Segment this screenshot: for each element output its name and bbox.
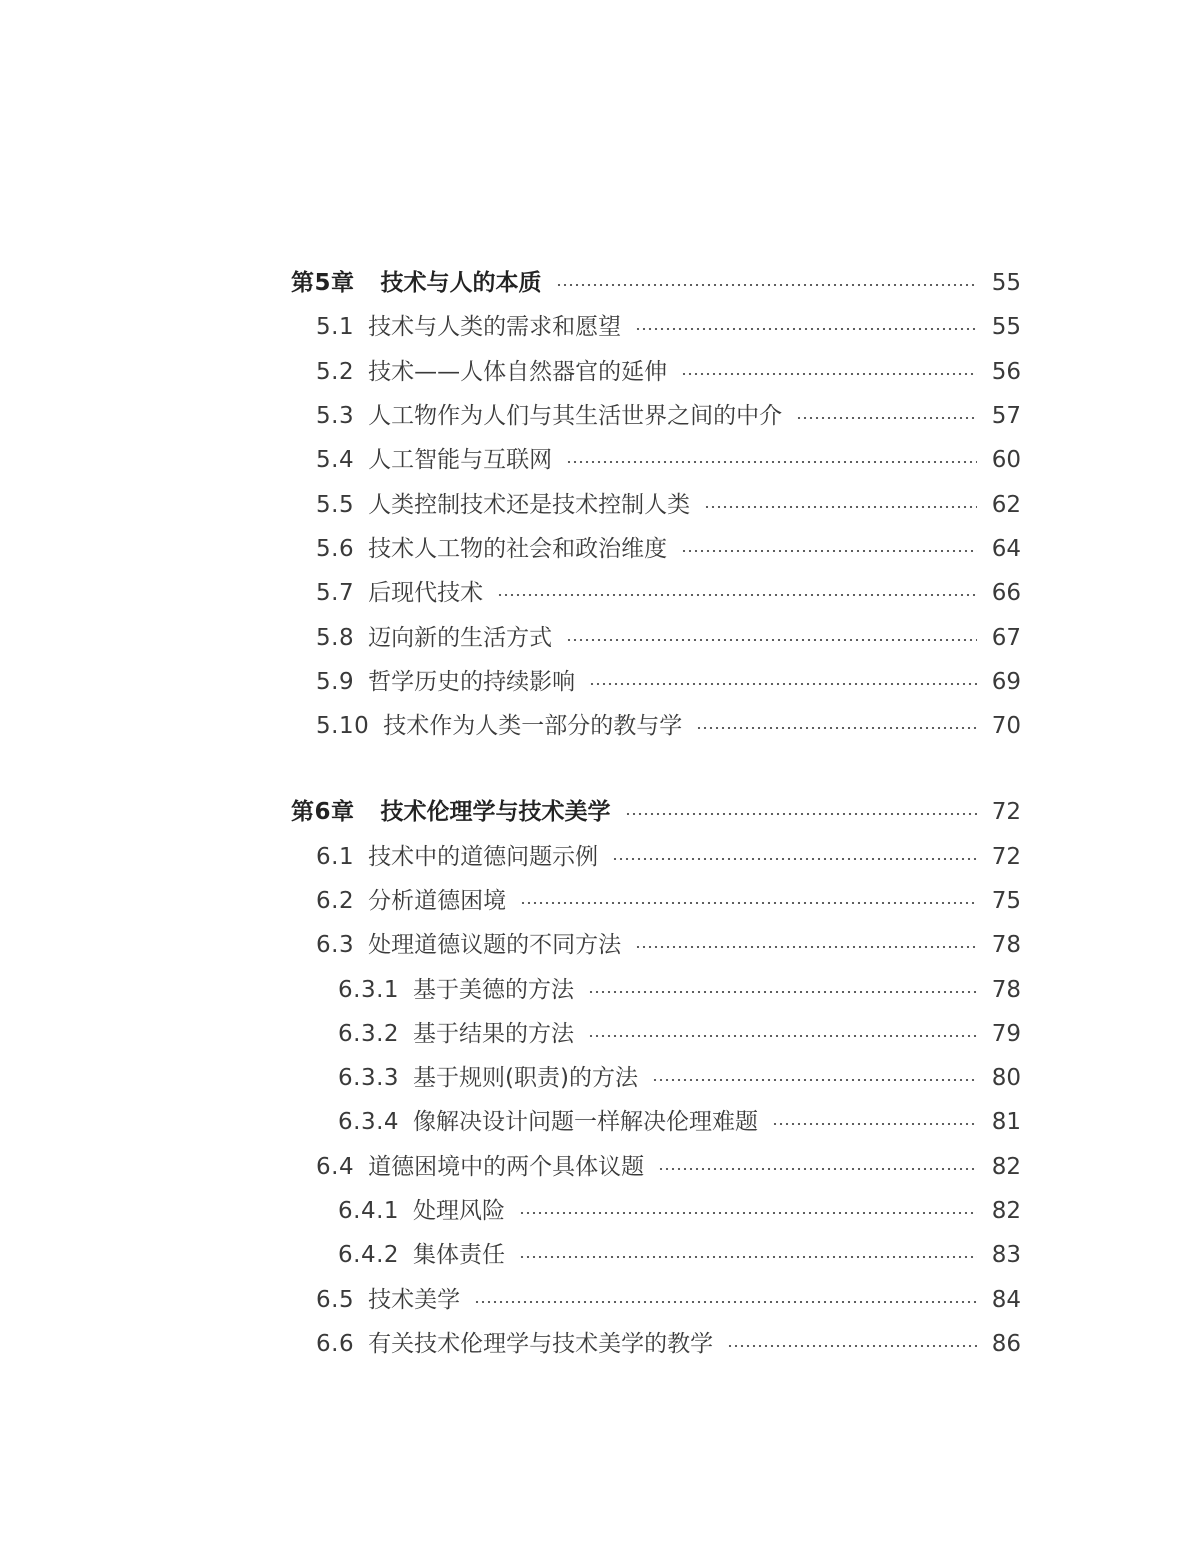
section-title: 技术作为人类一部分的教与学 [383,713,683,740]
subsection-title: 基于规则(职责)的方法 [413,1065,638,1092]
toc-chapter-heading[interactable] [291,261,1021,305]
dot-leader [556,284,977,286]
subsection-number: 6.3.4 [338,1109,400,1136]
dot-leader [497,594,977,596]
section-number: 5.6 [316,535,355,562]
section-title: 技术人工物的社会和政治维度 [368,535,668,562]
dot-leader [520,902,977,904]
section-number: 6.2 [316,888,355,914]
dot-leader [474,1301,977,1303]
toc-entry[interactable] [291,1145,1021,1189]
chapter-5 [291,261,1021,748]
page-number: 62 [991,491,1021,518]
page-number: 56 [991,358,1021,385]
page-number: 81 [991,1109,1021,1136]
dot-leader [566,639,977,641]
section-title: 哲学历史的持续影响 [368,668,576,695]
toc-entry[interactable] [291,1278,1021,1322]
dot-leader [566,461,977,463]
section-number: 5.10 [316,713,370,740]
dot-leader [796,417,977,419]
subsection-title: 基于结果的方法 [413,1020,575,1047]
dot-leader [635,946,977,948]
page-number: 64 [991,535,1021,562]
subsection-number: 6.4.1 [338,1198,400,1225]
section-title: 有关技术伦理学与技术美学的教学 [368,1330,714,1357]
dot-leader [519,1212,977,1214]
section-title: 技术美学 [368,1286,461,1313]
subsection-number: 6.3.2 [338,1020,400,1047]
section-title: 道德困境中的两个具体议题 [368,1153,645,1180]
section-title: 后现代技术 [368,580,484,607]
dot-leader [681,373,977,375]
toc-entry[interactable] [291,835,1021,879]
dot-leader [612,858,977,860]
chapter-number: 第6章 [291,799,355,826]
dot-leader [589,683,977,685]
dot-leader [681,550,977,552]
chapter-title: 技术与人的本质 [380,270,542,297]
section-number: 5.3 [316,403,355,430]
toc-entry[interactable] [291,660,1021,704]
toc-entry[interactable] [291,438,1021,482]
dot-leader [652,1079,977,1081]
section-number: 6.6 [316,1330,355,1357]
section-title: 人工物作为人们与其生活世界之间的中介 [368,403,783,430]
subsection-number: 6.4.2 [338,1242,400,1269]
toc-subentry[interactable] [291,1233,1021,1277]
page-number: 69 [991,668,1021,695]
section-number: 6.3 [316,932,355,959]
section-number: 5.4 [316,447,355,474]
toc-entry[interactable] [291,1322,1021,1366]
dot-leader [658,1168,977,1170]
dot-leader [519,1256,977,1258]
section-title: 处理道德议题的不同方法 [368,932,622,959]
dot-leader [727,1345,977,1347]
section-title: 技术——人体自然器官的延伸 [368,358,668,385]
subsection-title: 处理风险 [413,1198,506,1225]
dot-leader [772,1123,977,1125]
section-number: 6.5 [316,1286,355,1313]
section-title: 人工智能与互联网 [368,447,553,474]
toc-subentry[interactable] [291,1056,1021,1100]
page-number: 82 [991,1198,1021,1225]
toc-entry[interactable] [291,527,1021,571]
dot-leader [704,506,977,508]
page-number: 57 [991,403,1021,430]
page-number: 67 [991,624,1021,651]
toc-entry[interactable] [291,350,1021,394]
section-title: 人类控制技术还是技术控制人类 [368,491,691,518]
dot-leader [588,991,977,993]
section-title: 技术中的道德问题示例 [368,843,599,870]
toc-entry[interactable] [291,482,1021,526]
toc-entry[interactable] [291,571,1021,615]
section-number: 5.7 [316,580,355,607]
page-number: 55 [991,270,1021,297]
subsection-number: 6.3.3 [338,1065,400,1092]
page-number: 80 [991,1065,1021,1092]
section-number: 6.1 [316,843,355,870]
subsection-number: 6.3.1 [338,976,400,1003]
toc-entry[interactable] [291,704,1021,748]
section-title: 迈向新的生活方式 [368,624,553,651]
page-number: 83 [991,1242,1021,1269]
page-number: 86 [991,1330,1021,1357]
page-number: 75 [991,888,1021,914]
toc-entry[interactable] [291,615,1021,659]
section-number: 5.8 [316,624,355,651]
section-number: 5.1 [316,314,355,341]
dot-leader [635,328,977,330]
section-title: 分析道德困境 [368,888,507,914]
toc-entry[interactable] [291,305,1021,349]
toc-subentry[interactable] [291,967,1021,1011]
page-number: 82 [991,1153,1021,1180]
toc-subentry[interactable] [291,1100,1021,1144]
chapter-number: 第5章 [291,270,355,297]
subsection-title: 像解决设计问题一样解决伦理难题 [413,1109,759,1136]
dot-leader [696,727,977,729]
section-number: 6.4 [316,1153,355,1180]
section-number: 5.5 [316,491,355,518]
toc-subentry[interactable] [291,1012,1021,1056]
toc-entry[interactable] [291,394,1021,438]
page-number: 78 [991,932,1021,959]
page-number: 79 [991,1020,1021,1047]
page-number: 60 [991,447,1021,474]
page-number: 72 [991,843,1021,870]
toc-entry[interactable] [291,923,1021,967]
dot-leader [588,1035,977,1037]
toc-chapter-heading[interactable] [291,790,1021,834]
chapter-title: 技术伦理学与技术美学 [380,799,611,826]
section-number: 5.2 [316,358,355,385]
dot-leader [625,813,977,815]
section-title: 技术与人类的需求和愿望 [368,314,622,341]
page-number: 78 [991,976,1021,1003]
subsection-title: 基于美德的方法 [413,976,575,1003]
toc-entry[interactable] [291,879,1021,923]
page-number: 84 [991,1286,1021,1313]
table-of-contents [291,261,1021,1408]
section-number: 5.9 [316,668,355,695]
page-number: 66 [991,580,1021,607]
chapter-6 [291,790,1021,1366]
subsection-title: 集体责任 [413,1242,506,1269]
toc-subentry[interactable] [291,1189,1021,1233]
page-number: 72 [991,799,1021,826]
page-number: 70 [991,713,1021,740]
page-number: 55 [991,314,1021,341]
